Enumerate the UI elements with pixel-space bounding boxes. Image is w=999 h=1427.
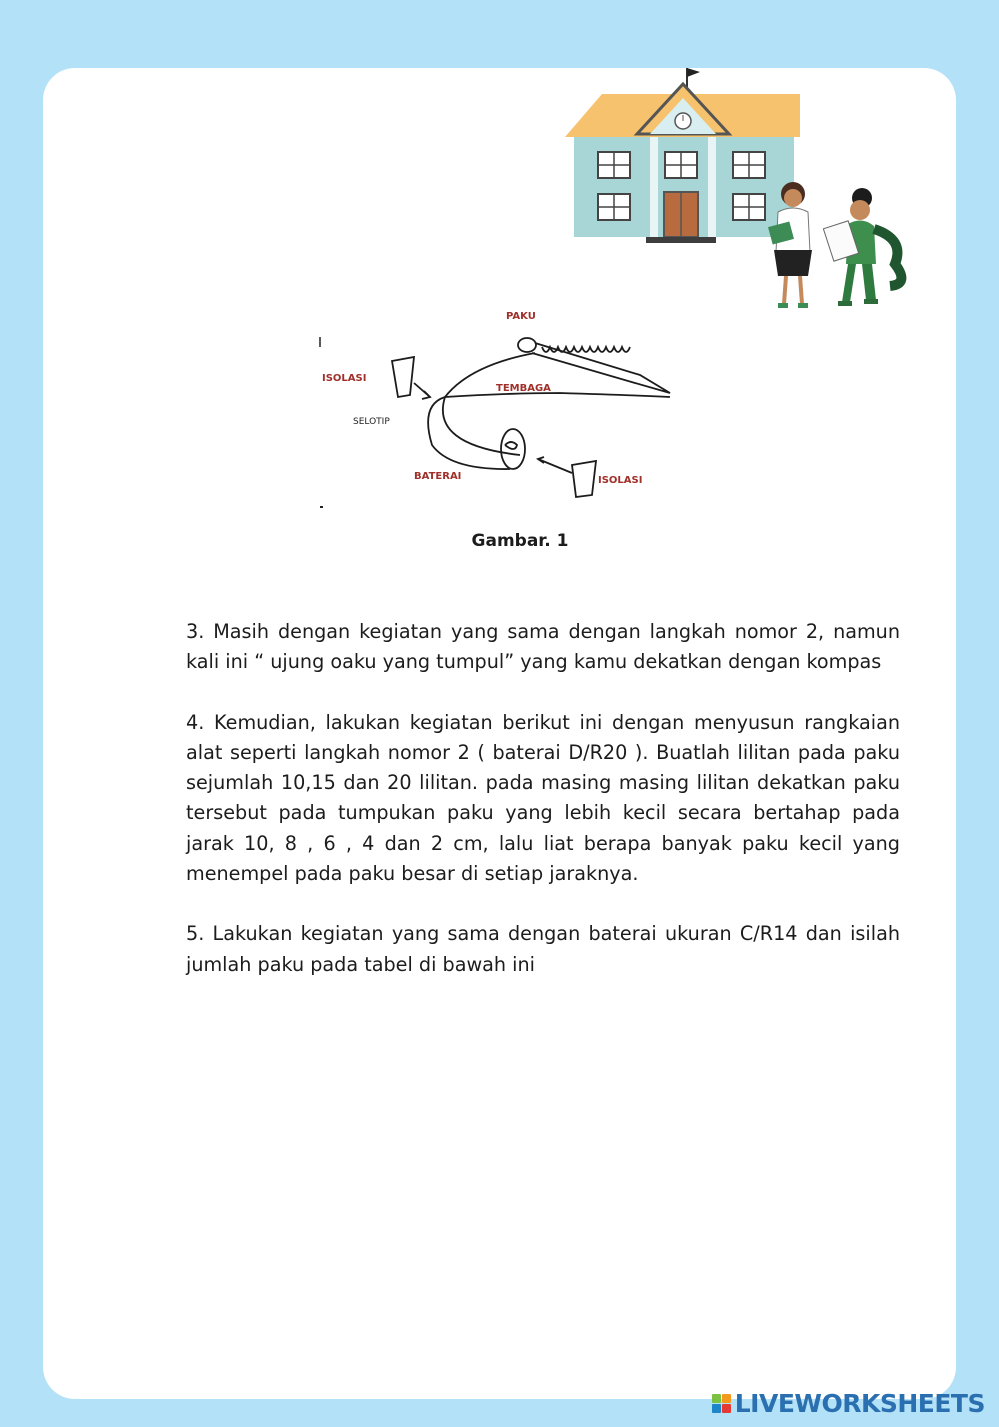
step-5: 5. Lakukan kegiatan yang sama dengan baterai ukuran C/R14 dan isilah jumlah paku pada tabel di bawah ini (186, 922, 900, 976)
liveworksheets-brand[interactable] (712, 1388, 985, 1418)
step-4: 4. Kemudian, lakukan kegiatan berikut ini dengan menyusun rangkaian alat seperti langkah nomor 2 ( baterai D/R20 ). Buatlah lilitan pada paku sejumlah 10,15 dan 20 lilitan. pada masing masing lilitan dekatkan paku tersebut pada tumpukan paku yang lebih kecil secara bertahap pada jarak 10, 8 , 6 , 4 dan 2 cm, lalu liat berapa banyak paku kecil yang menempel pada paku besar di setiap jaraknya. (186, 710, 900, 886)
instruction-steps (186, 617, 900, 1010)
brand-name: LIVEWORKSHEETS (734, 1388, 985, 1418)
label-tembaga: TEMBAGA (496, 383, 551, 394)
logo-square-v (712, 1404, 721, 1413)
circuit-figure (310, 305, 690, 515)
liveworksheets-logo-icon (712, 1394, 731, 1413)
logo-square-l (712, 1394, 721, 1403)
figure-caption: Gambar. 1 (471, 531, 569, 551)
label-selotip: SELOTIP (353, 417, 390, 427)
step-3: 3. Masih dengan kegiatan yang sama dengan langkah nomor 2, namun kali ini “ ujung oaku yang tumpul” yang kamu dekatkan dengan kompas (186, 620, 900, 674)
school-illustration (560, 64, 920, 314)
label-baterai: BATERAI (414, 471, 462, 482)
logo-square-e (722, 1404, 731, 1413)
logo-square-i (722, 1394, 731, 1403)
label-isolasi-right: ISOLASI (598, 475, 643, 486)
label-paku: PAKU (506, 311, 536, 322)
label-isolasi-left: ISOLASI (322, 373, 367, 384)
